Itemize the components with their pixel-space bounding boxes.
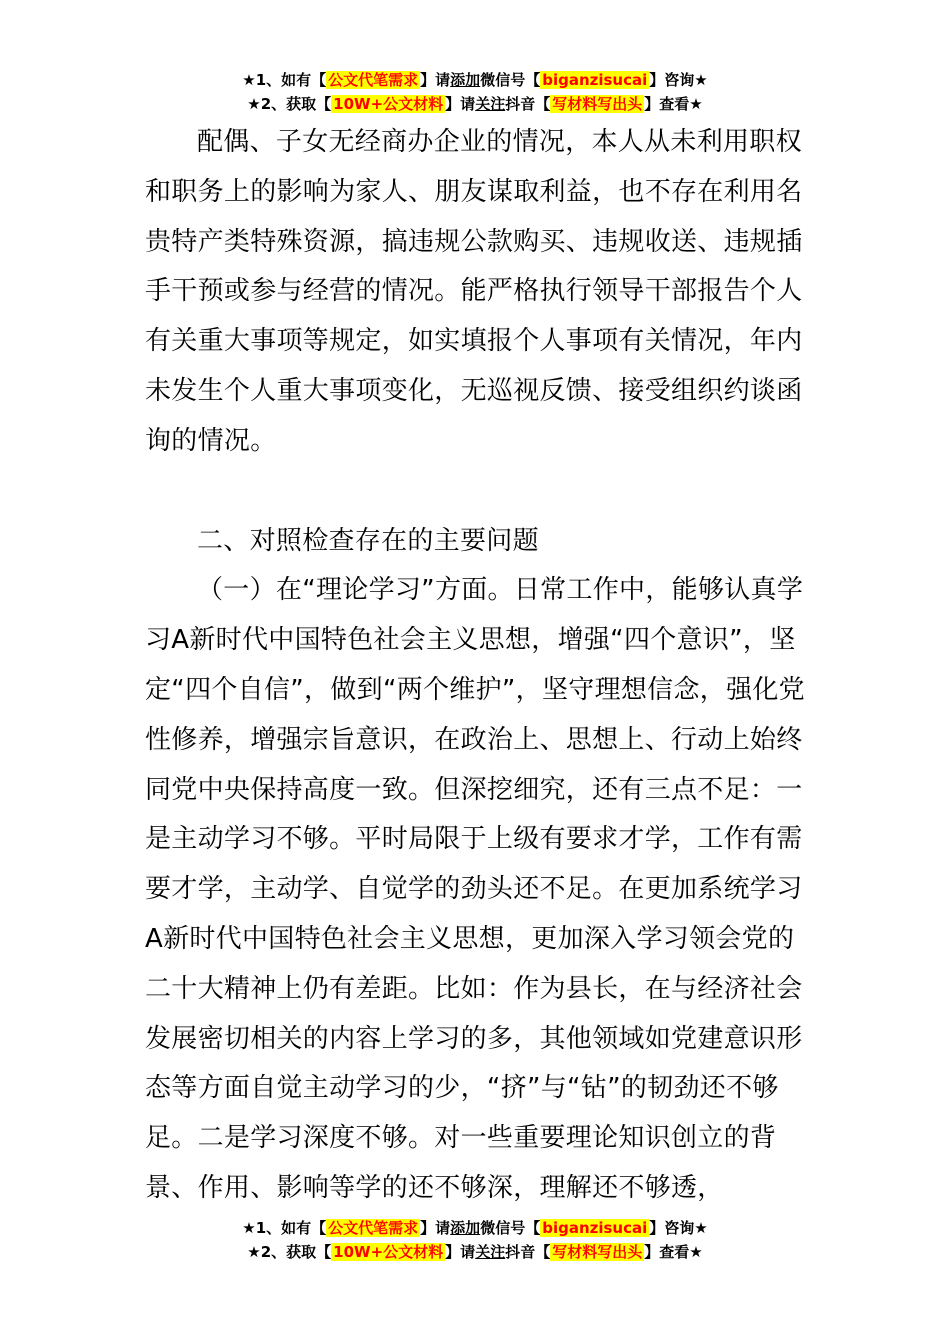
promo-line-1 [0,68,950,92]
promo-text: 】咨询 [649,1219,695,1237]
promo-highlight: 公文代笔需求 [328,71,419,89]
promo-underline-text: 添加 [450,71,481,89]
promo-highlight-douyin: 写材料写出头 [552,1243,643,1261]
section-heading: 二、对照检查存在的主要问题 [197,525,539,556]
promo-text: 】请 [445,95,476,113]
promo-text: 】查看 [644,1243,690,1261]
star-icon: ★ [247,95,261,113]
promo-text: 】请 [420,1219,451,1237]
promo-highlight-douyin: 写材料写出头 [552,95,643,113]
promo-banner-top [0,68,950,116]
promo-banner-bottom [0,1216,950,1264]
promo-text: 抖音【 [505,1243,551,1261]
paragraph-spacer [145,467,810,517]
star-icon: ★ [694,1219,708,1237]
promo-underline-text: 关注 [475,1243,506,1261]
promo-text: 】请 [445,1243,476,1261]
promo-highlight-wechat-id: biganzisucai [542,71,648,89]
document-body [145,118,810,1214]
star-icon: ★ [689,95,703,113]
promo-text: 】咨询 [649,71,695,89]
promo-line-2 [0,92,950,116]
promo-text: 1、如有【 [255,1219,327,1237]
promo-text: 1、如有【 [255,71,327,89]
promo-text: 抖音【 [505,95,551,113]
promo-underline-text: 添加 [450,1219,481,1237]
star-icon: ★ [242,71,256,89]
promo-text: 微信号【 [480,1219,541,1237]
promo-highlight: 10W+公文材料 [333,95,444,113]
promo-text: 微信号【 [480,71,541,89]
star-icon: ★ [242,1219,256,1237]
promo-text: 】查看 [644,95,690,113]
promo-text: 2、获取【 [260,95,332,113]
star-icon: ★ [689,1243,703,1261]
promo-underline-text: 关注 [475,95,506,113]
body-paragraph: （一）在“理论学习”方面。日常工作中，能够认真学习A新时代中国特色社会主义思想，增强“四个意识”，坚定“四个自信”，做到“两个维护”，坚守理想信念，强化党性修养，增强宗旨意识，在政治上、思想上、行动上始终同党中央保持高度一致。但深挖细究，还有三点不足：一是主动学习不够。平时局限于上级有要求才学，工作有需要才学，主动学、自觉学的劲头还不足。在更加系统学习A新时代中国特色社会主义思想，更加深入学习领会党的二十大精神上仍有差距。比如：作为县长，在与经济社会发展密切相关的内容上学习的多，其他领域如党建意识形态等方面自觉主动学习的少，“挤”与“钻”的韧劲还不够足。二是学习深度不够。对一些重要理论知识创立的背景、作用、影响等学的还不够深，理解还不够透， [145,575,805,1203]
promo-highlight-wechat-id: biganzisucai [542,1219,648,1237]
promo-text: 2、获取【 [260,1243,332,1261]
star-icon: ★ [247,1243,261,1261]
promo-text: 】请 [420,71,451,89]
star-icon: ★ [694,71,708,89]
promo-line-2 [0,1240,950,1264]
body-paragraph: 配偶、子女无经商办企业的情况，本人从未利用职权和职务上的影响为家人、朋友谋取利益，也不存在利用名贵特产类特殊资源，搞违规公款购买、违规收送、违规插手干预或参与经营的情况。能严格执行领导干部报告个人有关重大事项等规定，如实填报个人事项有关情况，年内未发生个人重大事项变化，无巡视反馈、接受组织约谈函询的情况。 [145,127,803,456]
promo-highlight: 公文代笔需求 [328,1219,419,1237]
promo-line-1 [0,1216,950,1240]
promo-highlight: 10W+公文材料 [333,1243,444,1261]
